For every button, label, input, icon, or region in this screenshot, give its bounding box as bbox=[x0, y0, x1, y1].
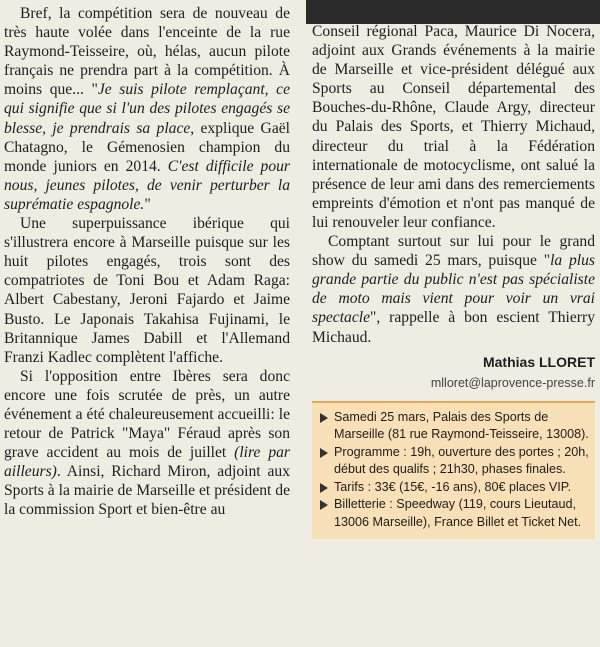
article-column-right bbox=[312, 0, 595, 539]
article-column-left bbox=[4, 4, 290, 520]
byline bbox=[312, 353, 595, 393]
quote-michaud: la plus grande partie du public n'est pas spécialiste de moto mais vient pour voir un vrai spectacle bbox=[312, 252, 595, 327]
author-email: mlloret@laprovence-presse.fr bbox=[430, 375, 595, 390]
info-item-date: Samedi 25 mars, Palais des Sports de Marseille (81 rue Raymond-Teisseire, 13008). bbox=[320, 409, 589, 444]
paragraph-2: Une superpuissance ibérique qui s'illustrera encore à Marseille puisque sur les huit pilotes engagés, trois sont des compatriotes de Toni Bou et Adam Raga: Albert Cabestany, Jeroni Fajardo et Jaime Busto. Le Japonais Takahisa Fujinami, le Britannique James Dabill et l'Allemand Franzi Kadlec complètent l'affiche. bbox=[4, 215, 290, 366]
paragraph-3: Si l'opposition entre Ibères sera donc encore une fois scrutée de près, un autre événement a été chaleureusement accueilli: le retour de Patrick "Maya" Féraud après son grave accident au mois de juillet (lire par ailleurs). Ainsi, Richard Miron, adjoint aux Sports à la mairie de Marseille et président de la commission Sport et bien-être au bbox=[4, 367, 290, 519]
paragraph-1: Bref, la compétition sera de nouveau de très haute volée dans l'enceinte de la rue Raymond-Teisseire, où, hélas, aucun pilote français ne prendra part à la compétition. À moins que... "Je suis pilote remplaçant, ce qui signifie que si l'un des pilotes engagés se blesse, je prendrais sa place, explique Gaël Chatagno, le Gémenosien champion du monde juniors en 2014. C'est difficile pour nous, jeunes pilotes, de venir perturber la suprématie espagnole." bbox=[4, 5, 291, 213]
info-item-tarifs: Tarifs : 33€ (15€, -16 ans), 80€ places VIP. bbox=[320, 479, 589, 497]
quote-chatagno-2: C'est difficile pour nous, jeunes pilotes, de venir perturber la suprématie espagnole. bbox=[4, 157, 290, 213]
paragraph-5: Comptant surtout sur lui pour le grand show du samedi 25 mars, puisque "la plus grande partie du public n'est pas spécialiste de moto mais vient pour voir un vrai spectacle", rappelle à bon escient Thierry Michaud. bbox=[312, 233, 595, 346]
paragraph-4: Conseil régional Paca, Maurice Di Nocera, adjoint aux Grands événements à la mairie de Marseille et vice-président délégué aux Sports au Conseil départemental des Bouches-du-Rhône, Claude Argy, directeur du Palais des Sports, et Thierry Michaud, directeur du trial à la Fédération internationale de motocyclisme, ont salué la présence de leur ami dans des remerciements empreints d'émotion et n'ont pas manqué de lui renouveler leur confiance. bbox=[312, 23, 595, 231]
info-item-programme: Programme : 19h, ouverture des portes ; 20h, début des qualifs ; 21h30, phases finales. bbox=[320, 444, 589, 479]
info-item-billetterie: Billetterie : Speedway (119, cours Lieutaud, 13006 Marseille), France Billet et Ticket Net. bbox=[320, 496, 589, 531]
triangle-bullet-icon bbox=[320, 500, 328, 510]
quote-chatagno-1: Je suis pilote remplaçant, ce qui signifie que si l'un des pilotes engagés se blesse, je prendrais sa place bbox=[4, 81, 291, 137]
triangle-bullet-icon bbox=[320, 448, 328, 458]
triangle-bullet-icon bbox=[320, 483, 328, 493]
triangle-bullet-icon bbox=[320, 413, 328, 423]
event-info-box bbox=[312, 401, 595, 540]
author-name: Mathias LLORET bbox=[482, 353, 595, 370]
